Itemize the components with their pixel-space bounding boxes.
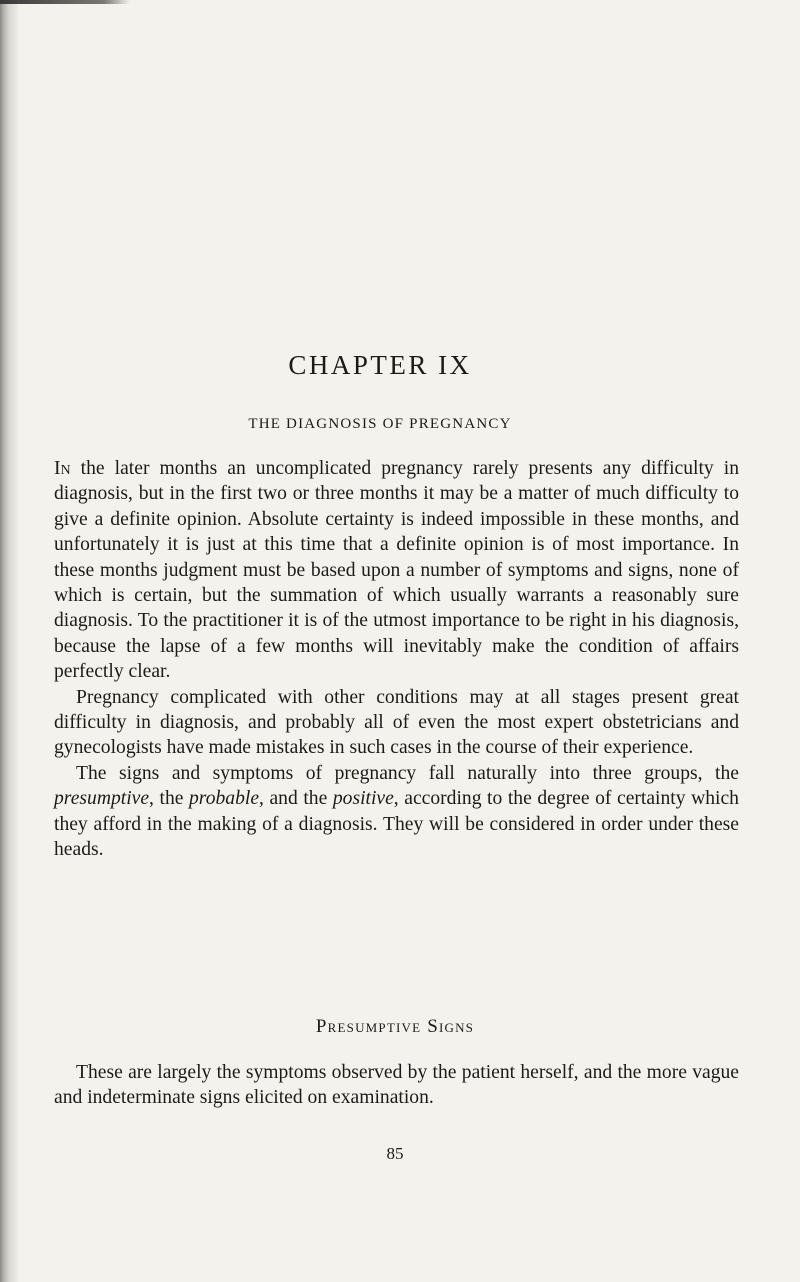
section-body: [54, 1060, 739, 1111]
top-edge-mark: [0, 0, 130, 4]
paragraph-1-text: the later months an uncomplicated pregnancy rarely presents any difficulty in diagnosis, but in the first two or three months it may be a matter of much difficulty to give a definite opinion. Absolute certainty is indeed impossible in these months, and unfortunately it is just at this time that a definite opinion is of most importance. In these months judgment must be based upon a number of symptoms and signs, none of which is certain, but the summation of which usually warrants a reasonably sure diagnosis. To the practitioner it is of the utmost importance to be right in his diagnosis, because the lapse of a few months will inevitably make the condition of affairs perfectly clear.: [54, 458, 739, 683]
paragraph-3-text-c: , and the: [259, 788, 333, 810]
chapter-title: CHAPTER IX: [288, 350, 472, 380]
term-probable: probable: [189, 788, 260, 810]
paragraph-3-text-b: , the: [149, 788, 189, 810]
paragraph-3-text-d: , according to the degree of certainty which they afford in the making of a diagnosis. They will be considered in order under these heads.: [54, 788, 739, 861]
chapter-subtitle: THE DIAGNOSIS OF PREGNANCY: [248, 416, 512, 432]
chapter-body: [54, 456, 739, 863]
drop-initial-word: In: [54, 458, 71, 479]
body-paragraph-2: Pregnancy complicated with other conditions may at all stages present great difficulty in diagnosis, and probably all of even the most expert obstetricians and gynecologists have made mistakes in such cases in the course of their experience.: [54, 686, 739, 759]
term-positive: positive: [332, 788, 394, 810]
term-presumptive: presumptive: [54, 788, 150, 810]
paragraph-3-text-a: The signs and symptoms of pregnancy fall naturally into three groups, the: [76, 762, 739, 784]
body-paragraph-1: [54, 456, 739, 685]
section-heading: Presumptive Signs: [315, 1016, 475, 1037]
page-binding-shadow: [0, 0, 18, 1282]
section-paragraph-1: These are largely the symptoms observed by the patient herself, and the more vague and indeterminate signs elicited on examination.: [54, 1062, 739, 1109]
body-paragraph-3: [54, 761, 739, 863]
page-number: 85: [386, 1144, 404, 1163]
